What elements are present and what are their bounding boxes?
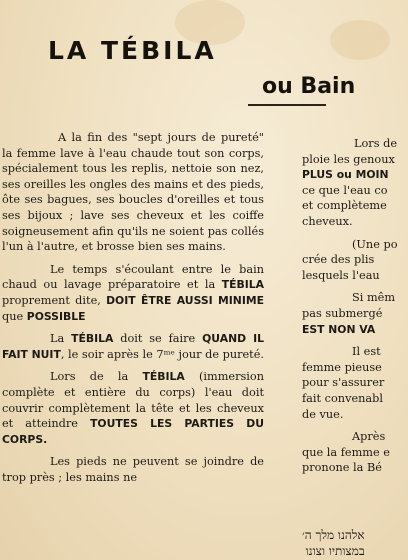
paragraph-preparation: A la fin des "sept jours de pureté" la femme lave à l'eau chaude tout son corps, spécialement tous les replis, nettoie son nez, ses oreilles les ongles des mains et des pieds, ôte ses bagues, ses boucles d'oreilles et tous ses bijoux ; lave ses cheveux et les coiffe soigneusement afin qu'ils ne soient pas collés l'un à l'autre, et brosse bien ses mains. (2, 131, 264, 254)
document-subtitle: ou Bain (262, 74, 356, 99)
left-column (2, 130, 264, 492)
right-line: PLUS ou MOIN (302, 168, 389, 182)
right-line: ploie les genoux (302, 152, 395, 166)
right-line: pronone la Bé (302, 461, 382, 475)
right-line: que la femme e (302, 445, 390, 459)
right-line: ce que l'eau co (302, 183, 388, 197)
paragraph-timing: Le temps s'écoulant entre le bain chaud ou lavage préparatoire et la TÉBILA proprement dite, DOIT ÊTRE AUSSI MINIME que POSSIBLE (2, 262, 264, 323)
right-line: et complèteme (302, 199, 387, 213)
right-line: fait convenabl (302, 391, 383, 405)
hebrew-line: במצותיו וצונו (305, 544, 365, 558)
right-line: pour s'assurer (302, 376, 385, 390)
right-line: (Une po (352, 237, 398, 251)
right-line: Si mêm (352, 291, 396, 305)
right-line: pas submergé (302, 306, 383, 320)
hebrew-line: אלהנו מלך ה׳ (302, 528, 365, 542)
right-line: Après (352, 430, 386, 444)
paragraph-feet: Les pieds ne peuvent se joindre de trop près ; les mains ne (2, 455, 264, 484)
right-line: EST NON VA (302, 322, 376, 336)
paragraph-night: La TÉBILA doit se faire QUAND IL FAIT NUIT, le soir après le 7ᵐᵉ jour de pureté. (2, 332, 265, 361)
right-column (302, 136, 408, 476)
right-line: crée des plis (302, 253, 375, 267)
paragraph-immersion: Lors de la TÉBILA (immersion complète et entière du corps) l'eau doit couvrir complètement la tête et les cheveux et atteindre TOUTES LES PARTIES DU CORPS. (2, 370, 264, 446)
right-line: Lors de (354, 137, 398, 150)
hebrew-blessing (302, 527, 365, 559)
right-line: cheveux. (302, 214, 353, 228)
paper-stain (330, 20, 390, 60)
subtitle-underline (248, 104, 326, 106)
right-line: femme pieuse (302, 360, 382, 374)
right-line: de vue. (302, 407, 344, 421)
document-title: LA TÉBILA (48, 36, 217, 65)
right-line: lesquels l'eau (302, 268, 380, 282)
right-line: Il est (352, 345, 381, 359)
